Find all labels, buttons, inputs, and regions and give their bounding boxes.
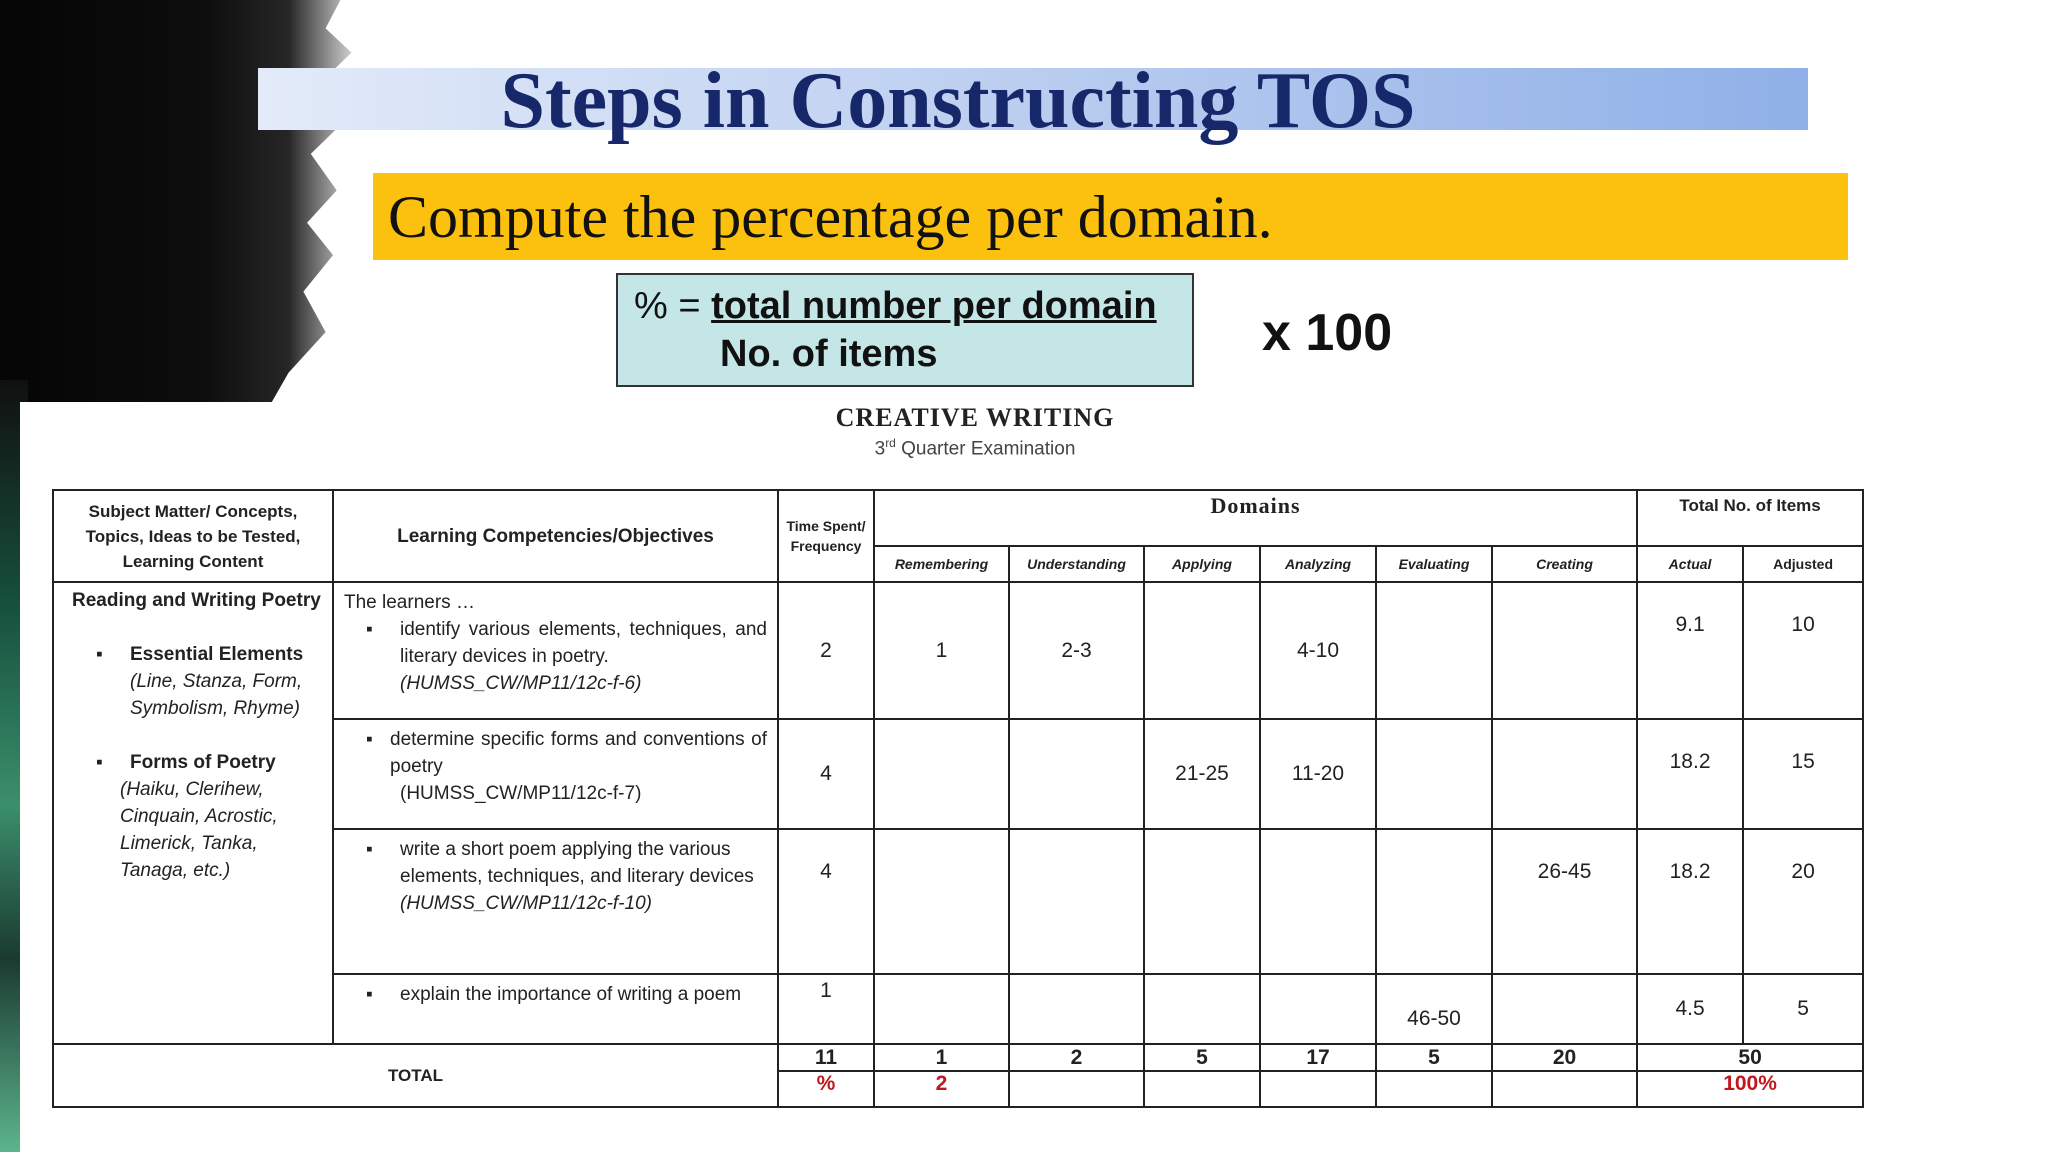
adjusted-cell: 20 — [1743, 829, 1863, 974]
header-creating: Creating — [1492, 546, 1637, 582]
slide-title: Steps in Constructing TOS — [500, 57, 1416, 145]
header-total-items: Total No. of Items — [1637, 490, 1863, 546]
time-cell: 4 — [778, 829, 874, 974]
domain-cell — [1376, 719, 1492, 829]
competency-text: write a short poem applying the various elements, techniques, and literary devices — [400, 839, 754, 887]
domain-cell: 46-50 — [1376, 974, 1492, 1044]
domain-cell: 21-25 — [1144, 719, 1260, 829]
competency-cell: The learners … ▪ identify various elements, techniques, and literary devices in poetry. (HUMSS_CW/MP11/12c-f-6) — [333, 582, 778, 719]
percent-label: % — [778, 1071, 874, 1107]
domain-cell — [1009, 829, 1144, 974]
header-time: Time Spent/ Frequency — [778, 490, 874, 582]
competency-cell: ▪ determine specific forms and conventions of poetry (HUMSS_CW/MP11/12c-f-7) — [333, 719, 778, 829]
total-domain: 1 — [874, 1044, 1009, 1071]
competency-code: (HUMSS_CW/MP11/12c-f-7) — [400, 783, 642, 804]
subject-cell — [53, 582, 333, 1044]
domain-cell — [874, 829, 1009, 974]
domain-cell — [1492, 582, 1637, 719]
table-row — [53, 582, 1863, 719]
total-items: 50 — [1637, 1044, 1863, 1071]
formula-denominator: No. of items — [720, 333, 938, 375]
competency-code: (HUMSS_CW/MP11/12c-f-6) — [400, 673, 642, 694]
competency-cell: ▪ write a short poem applying the various elements, techniques, and literary devices (HUMSS_CW/MP11/12c-f-10) — [333, 829, 778, 974]
subject-bullet2-detail: (Haiku, Clerihew, Cinquain, Acrostic, Limerick, Tanka, Tanaga, etc.) — [120, 779, 278, 881]
total-domain: 5 — [1376, 1044, 1492, 1071]
domain-cell — [1144, 974, 1260, 1044]
domain-cell — [1260, 974, 1376, 1044]
subject-bullet-essential: ▪ Essential Elements (Line, Stanza, Form, Symbolism, Rhyme) — [72, 641, 322, 722]
domain-cell — [874, 974, 1009, 1044]
header-domains: Domains — [874, 490, 1637, 546]
total-label: TOTAL — [53, 1044, 778, 1107]
subject-bullet2-title: Forms of Poetry — [130, 752, 276, 773]
adjusted-cell: 10 — [1743, 582, 1863, 719]
domain-cell: 26-45 — [1492, 829, 1637, 974]
total-domain: 5 — [1144, 1044, 1260, 1071]
time-cell: 2 — [778, 582, 874, 719]
total-domain: 20 — [1492, 1044, 1637, 1071]
domain-cell: 1 — [874, 582, 1009, 719]
slide-subtitle: Compute the percentage per domain. — [388, 184, 1273, 250]
domain-cell — [1009, 974, 1144, 1044]
total-domain: 2 — [1009, 1044, 1144, 1071]
header-subject: Subject Matter/ Concepts, Topics, Ideas to be Tested, Learning Content — [53, 490, 333, 582]
subject-bullet1-detail: (Line, Stanza, Form, Symbolism, Rhyme) — [130, 671, 303, 719]
formula-box — [616, 273, 1194, 387]
percent-domain — [1144, 1071, 1260, 1107]
percent-domain — [1260, 1071, 1376, 1107]
header-understanding: Understanding — [1009, 546, 1144, 582]
domain-cell — [1492, 719, 1637, 829]
formula-multiplier: x 100 — [1262, 304, 1393, 362]
percent-domain: 2 — [874, 1071, 1009, 1107]
domain-cell — [1144, 582, 1260, 719]
competency-intro: The learners … — [344, 592, 475, 613]
header-competencies: Learning Competencies/Objectives — [333, 490, 778, 582]
header-analyzing: Analyzing — [1260, 546, 1376, 582]
domain-cell: 4-10 — [1260, 582, 1376, 719]
subject-bullet-forms: ▪ Forms of Poetry (Haiku, Clerihew, Cinquain, Acrostic, Limerick, Tanka, Tanaga, etc.) — [72, 749, 322, 884]
header-actual: Actual — [1637, 546, 1743, 582]
adjusted-cell: 15 — [1743, 719, 1863, 829]
competency-text: identify various elements, techniques, and literary devices in poetry. — [400, 619, 767, 667]
percent-items: 100% — [1637, 1071, 1863, 1107]
subject-main: Reading and Writing Poetry — [72, 590, 321, 611]
percent-domain — [1492, 1071, 1637, 1107]
document-subtitle: 3rd Quarter Examination — [874, 436, 1076, 460]
domain-cell — [1376, 829, 1492, 974]
competency-text: determine specific forms and conventions of poetry — [390, 729, 767, 777]
time-cell: 1 — [778, 974, 874, 1044]
tos-table — [52, 489, 1864, 1108]
percent-domain — [1376, 1071, 1492, 1107]
total-time: 11 — [778, 1044, 874, 1071]
domain-cell: 11-20 — [1260, 719, 1376, 829]
formula-numerator-line — [634, 285, 1157, 328]
header-remembering: Remembering — [874, 546, 1009, 582]
domain-cell — [1376, 582, 1492, 719]
competency-code: (HUMSS_CW/MP11/12c-f-10) — [400, 893, 652, 914]
adjusted-cell: 5 — [1743, 974, 1863, 1044]
subject-bullet1-title: Essential Elements — [130, 644, 304, 665]
actual-cell: 9.1 — [1637, 582, 1743, 719]
domain-cell — [874, 719, 1009, 829]
actual-cell: 18.2 — [1637, 829, 1743, 974]
actual-cell: 4.5 — [1637, 974, 1743, 1044]
actual-cell: 18.2 — [1637, 719, 1743, 829]
competency-text: explain the importance of writing a poem — [400, 984, 742, 1005]
domain-cell — [1009, 719, 1144, 829]
total-domain: 17 — [1260, 1044, 1376, 1071]
time-cell: 4 — [778, 719, 874, 829]
header-evaluating: Evaluating — [1376, 546, 1492, 582]
header-applying: Applying — [1144, 546, 1260, 582]
competency-cell: ▪ explain the importance of writing a poem — [333, 974, 778, 1044]
formula-numerator: total number per domain — [711, 285, 1157, 327]
domain-cell: 2-3 — [1009, 582, 1144, 719]
domain-cell — [1492, 974, 1637, 1044]
domain-cell — [1260, 829, 1376, 974]
header-adjusted: Adjusted — [1743, 546, 1863, 582]
domain-cell — [1144, 829, 1260, 974]
document-title: CREATIVE WRITING — [835, 403, 1115, 432]
formula-prefix: % = — [634, 285, 712, 327]
total-row — [53, 1044, 1863, 1071]
percent-domain — [1009, 1071, 1144, 1107]
